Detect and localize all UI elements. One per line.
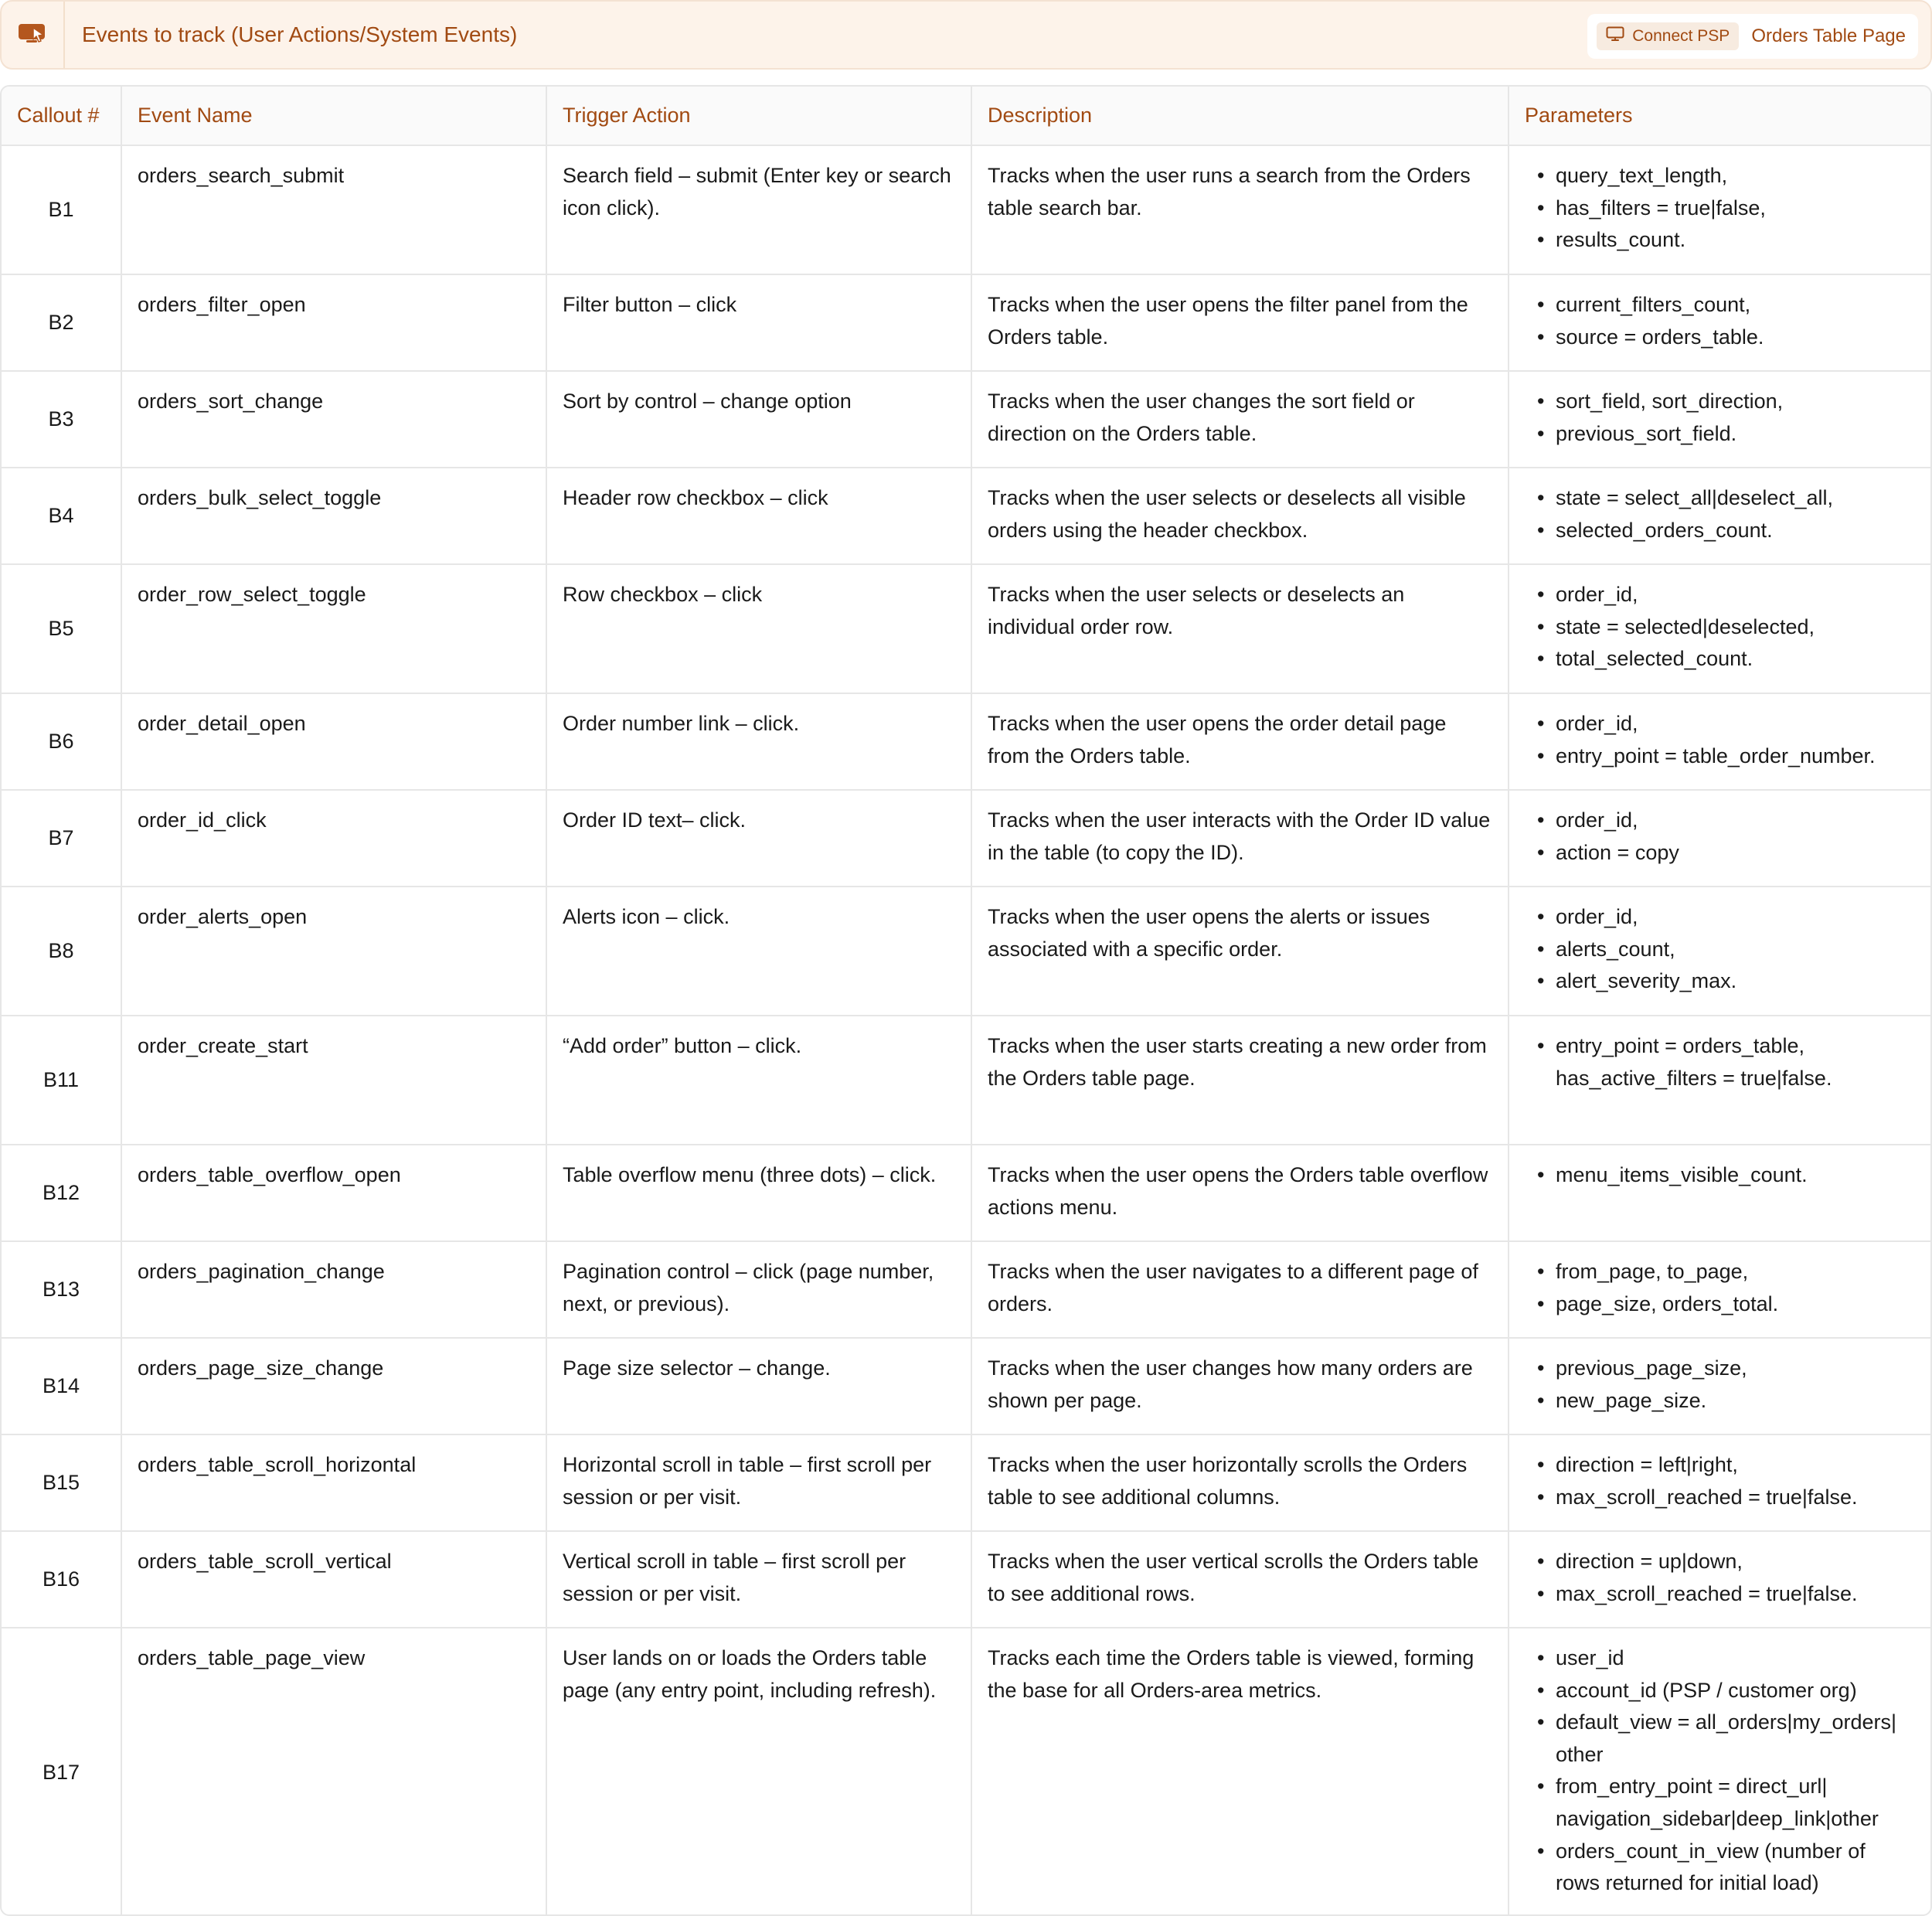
- callout-cell: B14: [2, 1338, 121, 1434]
- parameter-item: • max_scroll_reached = true|false.: [1525, 1482, 1915, 1514]
- description-cell: Tracks when the user selects or deselects an individual order row.: [971, 564, 1509, 693]
- parameters-cell: [1509, 1338, 1930, 1434]
- parameter-item: • account_id (PSP / customer org): [1525, 1675, 1915, 1707]
- event-name-cell: order_alerts_open: [121, 887, 546, 1016]
- table-row: [2, 1145, 1930, 1241]
- trigger-action-cell: Search field – submit (Enter key or search icon click).: [546, 145, 971, 274]
- callout-cell: B3: [2, 371, 121, 468]
- parameter-list: [1525, 1642, 1915, 1900]
- column-header-parameters: Parameters: [1509, 87, 1930, 145]
- connect-psp-label: Connect PSP: [1632, 27, 1730, 45]
- parameter-list: [1525, 1256, 1915, 1320]
- parameters-cell: [1509, 1145, 1930, 1241]
- callout-cell: B8: [2, 887, 121, 1016]
- parameter-item: • previous_sort_field.: [1525, 418, 1915, 451]
- description-cell: Tracks when the user opens the order detail page from the Orders table.: [971, 693, 1509, 790]
- table-row: [2, 1241, 1930, 1338]
- callout-cell: B17: [2, 1628, 121, 1916]
- parameter-item: • state = selected|deselected,: [1525, 611, 1915, 644]
- event-name-cell: orders_table_scroll_horizontal: [121, 1434, 546, 1531]
- parameter-item: • orders_count_in_view (number of rows returned for initial load): [1525, 1836, 1915, 1900]
- callout-cell: B1: [2, 145, 121, 274]
- parameter-item: • menu_items_visible_count.: [1525, 1159, 1915, 1192]
- description-cell: Tracks when the user opens the alerts or issues associated with a specific order.: [971, 887, 1509, 1016]
- event-name-cell: orders_filter_open: [121, 274, 546, 371]
- parameter-item: • order_id,: [1525, 708, 1915, 740]
- table-row: [2, 145, 1930, 274]
- description-cell: Tracks when the user changes the sort field or direction on the Orders table.: [971, 371, 1509, 468]
- callout-cell: B11: [2, 1016, 121, 1145]
- table-row: [2, 1016, 1930, 1145]
- parameters-cell: [1509, 371, 1930, 468]
- table-row: [2, 274, 1930, 371]
- event-name-cell: order_row_select_toggle: [121, 564, 546, 693]
- parameters-cell: [1509, 564, 1930, 693]
- callout-cell: B2: [2, 274, 121, 371]
- event-name-cell: orders_bulk_select_toggle: [121, 468, 546, 564]
- table-row: [2, 468, 1930, 564]
- trigger-action-cell: Alerts icon – click.: [546, 887, 971, 1016]
- table-row: [2, 1338, 1930, 1434]
- callout-cell: B7: [2, 790, 121, 887]
- parameter-item: • direction = up|down,: [1525, 1546, 1915, 1578]
- trigger-action-cell: User lands on or loads the Orders table page (any entry point, including refresh).: [546, 1628, 971, 1916]
- callout-cell: B12: [2, 1145, 121, 1241]
- event-name-cell: orders_search_submit: [121, 145, 546, 274]
- callout-cell: B15: [2, 1434, 121, 1531]
- parameter-list: [1525, 160, 1915, 257]
- banner-right-group: [1587, 14, 1918, 59]
- parameters-cell: [1509, 145, 1930, 274]
- trigger-action-cell: Order number link – click.: [546, 693, 971, 790]
- parameters-cell: [1509, 1241, 1930, 1338]
- events-table-container[interactable]: [0, 85, 1932, 1916]
- callout-cell: B16: [2, 1531, 121, 1628]
- parameter-item: • from_page, to_page,: [1525, 1256, 1915, 1288]
- parameter-list: [1525, 1030, 1915, 1094]
- parameter-item: • order_id,: [1525, 579, 1915, 611]
- table-row: [2, 887, 1930, 1016]
- table-row: [2, 371, 1930, 468]
- parameter-list: [1525, 805, 1915, 869]
- parameter-item: • alert_severity_max.: [1525, 965, 1915, 998]
- parameter-item: • previous_page_size,: [1525, 1353, 1915, 1385]
- parameters-cell: [1509, 1016, 1930, 1145]
- trigger-action-cell: Horizontal scroll in table – first scroll per session or per visit.: [546, 1434, 971, 1531]
- description-cell: Tracks when the user selects or deselects all visible orders using the header checkbox.: [971, 468, 1509, 564]
- parameters-cell: [1509, 790, 1930, 887]
- parameter-item: • alerts_count,: [1525, 934, 1915, 966]
- callout-cell: B6: [2, 693, 121, 790]
- trigger-action-cell: Vertical scroll in table – first scroll per session or per visit.: [546, 1531, 971, 1628]
- banner-icon-container: [2, 2, 65, 68]
- parameter-item: • direction = left|right,: [1525, 1449, 1915, 1482]
- description-cell: Tracks each time the Orders table is viewed, forming the base for all Orders-area metrics.: [971, 1628, 1509, 1916]
- monitor-icon: [1606, 26, 1624, 46]
- parameter-item: • has_filters = true|false,: [1525, 192, 1915, 225]
- parameter-item: • query_text_length,: [1525, 160, 1915, 192]
- section-title: Events to track (User Actions/System Events): [82, 22, 518, 46]
- parameter-list: [1525, 1353, 1915, 1417]
- table-row: [2, 564, 1930, 693]
- screen-cursor-icon: [18, 22, 47, 49]
- trigger-action-cell: Header row checkbox – click: [546, 468, 971, 564]
- section-banner: [0, 0, 1932, 70]
- description-cell: Tracks when the user opens the filter panel from the Orders table.: [971, 274, 1509, 371]
- parameter-list: [1525, 708, 1915, 772]
- parameter-list: [1525, 579, 1915, 676]
- column-header-event-name: Event Name: [121, 87, 546, 145]
- parameter-item: • from_entry_point = direct_url| navigation_sidebar|deep_link|other: [1525, 1771, 1915, 1835]
- parameter-item: • page_size, orders_total.: [1525, 1288, 1915, 1321]
- parameter-item: • results_count.: [1525, 224, 1915, 257]
- description-cell: Tracks when the user runs a search from the Orders table search bar.: [971, 145, 1509, 274]
- event-name-cell: orders_table_scroll_vertical: [121, 1531, 546, 1628]
- trigger-action-cell: Page size selector – change.: [546, 1338, 971, 1434]
- parameter-item: • state = select_all|deselect_all,: [1525, 482, 1915, 515]
- trigger-action-cell: Order ID text– click.: [546, 790, 971, 887]
- parameter-list: [1525, 1449, 1915, 1513]
- parameters-cell: [1509, 1531, 1930, 1628]
- parameter-item: • default_view = all_orders|my_orders| other: [1525, 1707, 1915, 1771]
- table-row: [2, 1628, 1930, 1916]
- table-row: [2, 790, 1930, 887]
- trigger-action-cell: Sort by control – change option: [546, 371, 971, 468]
- column-header-trigger-action: Trigger Action: [546, 87, 971, 145]
- parameters-cell: [1509, 693, 1930, 790]
- parameter-item: • entry_point = table_order_number.: [1525, 740, 1915, 773]
- description-cell: Tracks when the user starts creating a new order from the Orders table page.: [971, 1016, 1509, 1145]
- parameter-item: • entry_point = orders_table, has_active_filters = true|false.: [1525, 1030, 1915, 1094]
- parameters-cell: [1509, 1434, 1930, 1531]
- callout-cell: B13: [2, 1241, 121, 1338]
- event-name-cell: order_id_click: [121, 790, 546, 887]
- parameter-list: [1525, 1159, 1915, 1192]
- description-cell: Tracks when the user changes how many orders are shown per page.: [971, 1338, 1509, 1434]
- page-tag: Orders Table Page: [1751, 26, 1906, 46]
- trigger-action-cell: Row checkbox – click: [546, 564, 971, 693]
- description-cell: Tracks when the user horizontally scrolls the Orders table to see additional columns.: [971, 1434, 1509, 1531]
- parameter-item: • total_selected_count.: [1525, 643, 1915, 676]
- parameter-item: • max_scroll_reached = true|false.: [1525, 1578, 1915, 1611]
- parameter-list: [1525, 482, 1915, 546]
- parameter-list: [1525, 289, 1915, 353]
- table-row: [2, 1531, 1930, 1628]
- table-header-row: [2, 87, 1930, 145]
- table-row: [2, 693, 1930, 790]
- parameter-item: • user_id: [1525, 1642, 1915, 1675]
- callout-cell: B5: [2, 564, 121, 693]
- parameters-cell: [1509, 1628, 1930, 1916]
- parameter-item: • new_page_size.: [1525, 1385, 1915, 1417]
- event-name-cell: orders_pagination_change: [121, 1241, 546, 1338]
- parameters-cell: [1509, 887, 1930, 1016]
- event-name-cell: orders_table_page_view: [121, 1628, 546, 1916]
- parameter-item: • sort_field, sort_direction,: [1525, 386, 1915, 418]
- callout-cell: B4: [2, 468, 121, 564]
- description-cell: Tracks when the user navigates to a different page of orders.: [971, 1241, 1509, 1338]
- parameter-item: • current_filters_count,: [1525, 289, 1915, 322]
- parameter-item: • order_id,: [1525, 901, 1915, 934]
- description-cell: Tracks when the user opens the Orders table overflow actions menu.: [971, 1145, 1509, 1241]
- column-header-callout: Callout #: [2, 87, 121, 145]
- event-name-cell: orders_page_size_change: [121, 1338, 546, 1434]
- trigger-action-cell: Table overflow menu (three dots) – click.: [546, 1145, 971, 1241]
- parameters-cell: [1509, 468, 1930, 564]
- column-header-description: Description: [971, 87, 1509, 145]
- events-table: [2, 87, 1930, 1916]
- parameter-list: [1525, 901, 1915, 998]
- description-cell: Tracks when the user interacts with the Order ID value in the table (to copy the ID).: [971, 790, 1509, 887]
- parameter-item: • selected_orders_count.: [1525, 515, 1915, 547]
- trigger-action-cell: “Add order” button – click.: [546, 1016, 971, 1145]
- event-name-cell: orders_table_overflow_open: [121, 1145, 546, 1241]
- trigger-action-cell: Pagination control – click (page number, next, or previous).: [546, 1241, 971, 1338]
- parameter-item: • order_id,: [1525, 805, 1915, 837]
- parameter-list: [1525, 386, 1915, 450]
- parameter-item: • action = copy: [1525, 837, 1915, 870]
- description-cell: Tracks when the user vertical scrolls the Orders table to see additional rows.: [971, 1531, 1509, 1628]
- event-name-cell: order_create_start: [121, 1016, 546, 1145]
- trigger-action-cell: Filter button – click: [546, 274, 971, 371]
- table-row: [2, 1434, 1930, 1531]
- parameter-item: • source = orders_table.: [1525, 322, 1915, 354]
- event-name-cell: order_detail_open: [121, 693, 546, 790]
- connect-psp-chip[interactable]: [1597, 22, 1739, 50]
- event-name-cell: orders_sort_change: [121, 371, 546, 468]
- parameter-list: [1525, 1546, 1915, 1610]
- parameters-cell: [1509, 274, 1930, 371]
